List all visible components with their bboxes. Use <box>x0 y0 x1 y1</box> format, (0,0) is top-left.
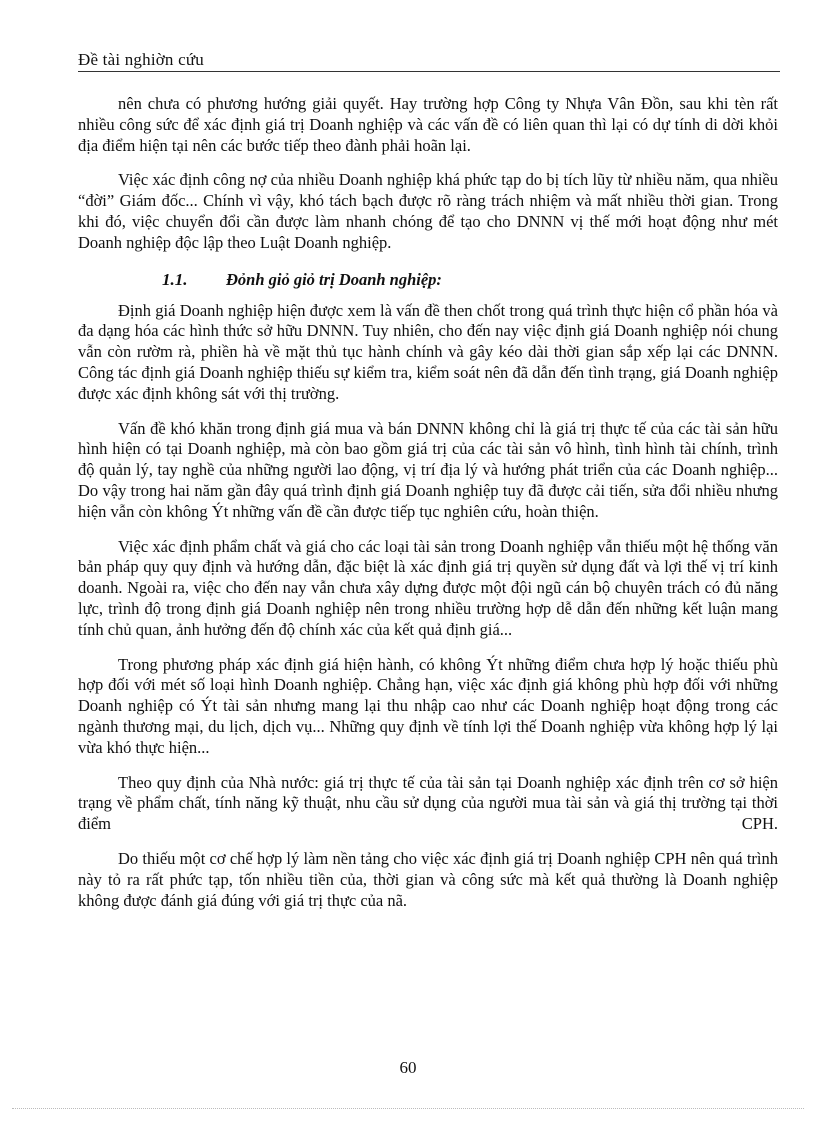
paragraph: Do thiếu một cơ chế hợp lý làm nền tảng cho việc xác định giá trị Doanh nghiệp CPH nên quá trình này tỏ ra rất phức tạp, tốn nhiều tiền của, thời gian và công sức mà kết quả thường là Doanh nghiệp không được đánh giá đúng với giá trị thực của nã. <box>78 848 778 910</box>
paragraph: Việc xác định phẩm chất và giá cho các loại tài sản trong Doanh nghiệp vẫn thiếu một hệ thống văn bản pháp quy quy định và hướng dẫn, đặc biệt là xác định giá trị quyền sử dụng đất và lợi thế vị trí kinh doanh. Ngoài ra, việc cho đến nay vẫn chưa xây dựng được một đội ngũ cán bộ chuyên trách có đủ năng lực, trình độ trong định giá Doanh nghiệp nên trong nhiều trường hợp dễ dẫn đến những kết luận mang tính chủ quan, ảnh hưởng đến độ chính xác của kết quả định giá... <box>78 536 778 639</box>
paragraph: Theo quy định của Nhà nước: giá trị thực tế của tài sản tại Doanh nghiệp xác định trên cơ sở hiện trạng về phẩm chất, tính năng kỹ thuật, nhu cầu sử dụng của người mua tài sản và giá thị trường tại thời điểm CPH. <box>78 772 778 834</box>
footer-rule <box>12 1108 804 1109</box>
paragraph-continuation: nên chưa có phương hướng giải quyết. Hay trường hợp Công ty Nhựa Vân Đồn, sau khi tèn rất nhiều công sức để xác định giá trị Doanh nghiệp và các vấn đề có liên quan thì lại có dự tính di dời khỏi địa điểm hiện tại nên các bước tiếp theo đành phải hoãn lại. <box>78 94 778 155</box>
page-header <box>78 48 780 72</box>
paragraph: Việc xác định công nợ của nhiều Doanh nghiệp khá phức tạp do bị tích lũy từ nhiều năm, qua nhiều “đời” Giám đốc... Chính vì vậy, khó tách bạch được rõ ràng trách nhiệm và mất nhiều thời gian. Trong khi đó, việc chuyển đổi cần được làm nhanh chóng để tạo cho DNNN vị thế mới hoạt động như mét Doanh nghiệp độc lập theo Luật Doanh nghiệp. <box>78 170 778 252</box>
section-heading <box>162 268 778 292</box>
header-title: Đề tài nghiờn cứu <box>78 50 204 69</box>
page-number: 60 <box>399 1058 417 1077</box>
document-body <box>78 94 778 925</box>
paragraph: Vấn đề khó khăn trong định giá mua và bán DNNN không chỉ là giá trị thực tế của các tài sản hữu hình hiện có tại Doanh nghiệp, mà còn bao gồm giá trị của các tài sản vô hình, tình hình tài chính, trình độ quản lý, tay nghề của những người lao động, vị trí địa lý và hướng phát triển của các Doanh nghiệp... Do vậy trong hai năm gần đây quá trình định giá Doanh nghiệp tuy đã được cải tiến, sửa đổi nhiều nhưng hiện vẫn còn không Ýt những vấn đề cần được tiếp tục nghiên cứu, hoàn thiện. <box>78 418 778 521</box>
paragraph: Định giá Doanh nghiệp hiện được xem là vấn đề then chốt trong quá trình thực hiện cổ phần hóa và đa dạng hóa các hình thức sở hữu DNNN. Tuy nhiên, cho đến nay việc định giá Doanh nghiệp nói chung vẫn còn rườm rà, phiền hà về mặt thủ tục hành chính và gây kéo dài thời gian sắp xếp lại các DNNN. Công tác định giá Doanh nghiệp thiếu sự kiểm tra, kiểm soát nên đã dẫn đến tình trạng, giá Doanh nghiệp được xác định không sát với thị trường. <box>78 300 778 403</box>
section-number: 1.1. <box>162 269 188 289</box>
section-title: Đỏnh giỏ giỏ trị Doanh nghiệp: <box>226 269 442 289</box>
header-rule <box>78 71 780 72</box>
paragraph: Trong phương pháp xác định giá hiện hành, có không Ýt những điểm chưa hợp lý hoặc thiếu phù hợp đối với mét số loại hình Doanh nghiệp. Chẳng hạn, việc xác định giá không phù hợp đối với những Doanh nghiệp có Ýt tài sản nhưng mang lại thu nhập cao như các Doanh nghiệp hoạt động trong các ngành thương mại, du lịch, dịch vụ... Những quy định về tính lợi thế Doanh nghiệp vừa không hợp lý lại vừa khó thực hiện... <box>78 654 778 757</box>
